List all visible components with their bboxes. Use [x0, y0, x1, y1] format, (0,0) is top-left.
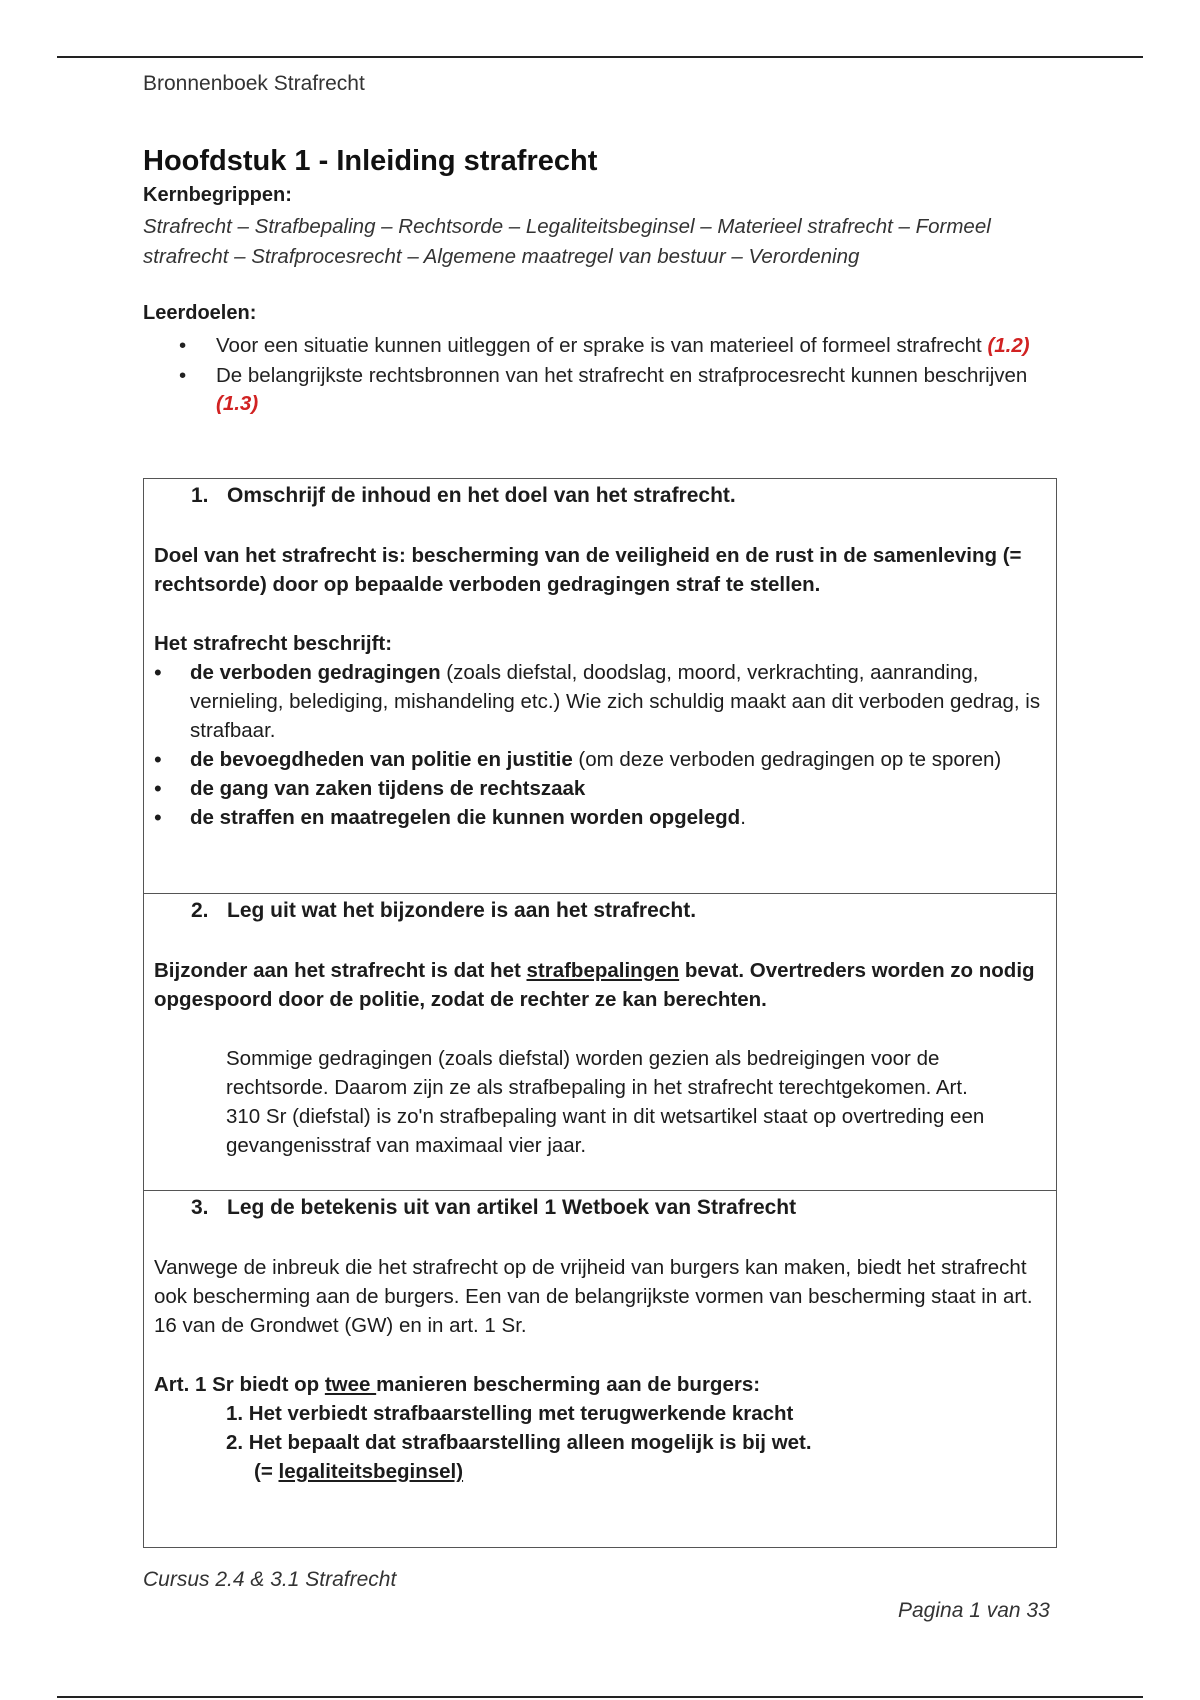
bottom-rule: [57, 1696, 1143, 1698]
bullet-icon: •: [154, 805, 162, 830]
page-number: Pagina 1 van 33: [898, 1599, 1050, 1622]
question-table: [143, 478, 1057, 1548]
question-2-answer: Bijzonder aan het strafrecht is dat het strafbepalingen bevat. Overtreders worden zo nodig opgespoord door de politie, zodat de rechter ze kan berechten.: [154, 959, 1035, 1011]
leerdoelen-label: Leerdoelen:: [143, 302, 257, 324]
question-1-lead: Het strafrecht beschrijft:: [154, 632, 393, 655]
section-ref: (1.2): [987, 334, 1030, 357]
question-1-cell: [144, 479, 1056, 894]
list-item: • de verboden gedragingen (zoals diefstal, doodslag, moord, verkrachting, aanranding, vernieling, belediging, mishandeling etc.) Wie zich schuldig maakt aan dit verboden gedrag, is strafbaar.: [154, 660, 1041, 742]
section-ref: (1.3): [216, 392, 259, 415]
legaliteitsbeginsel-note: (= legaliteitsbeginsel): [254, 1460, 464, 1483]
question-3-cell: [144, 1191, 1056, 1547]
question-3-lead: Art. 1 Sr biedt op twee manieren bescherming aan de burgers:: [154, 1373, 761, 1396]
list-item: • de bevoegdheden van politie en justitie (om deze verboden gedragingen op te sporen): [154, 747, 1002, 772]
leerdoelen-list: [143, 332, 1073, 420]
top-rule: [57, 56, 1143, 58]
bullet-icon: •: [154, 747, 162, 772]
question-2-cell: [144, 894, 1056, 1191]
leerdoel-item: • Voor een situatie kunnen uitleggen of er sprake is van materieel of formeel strafrecht (1.2): [143, 332, 1073, 360]
question-3-list: [154, 1399, 1046, 1486]
list-item: 2. Het bepaalt dat strafbaarstelling alleen mogelijk is bij wet.: [226, 1431, 812, 1454]
running-header: Bronnenboek Strafrecht: [143, 72, 365, 95]
bullet-icon: •: [179, 364, 187, 387]
bullet-icon: •: [154, 660, 162, 685]
bullet-icon: •: [179, 334, 187, 357]
question-1-heading: 1. Omschrijf de inhoud en het doel van het strafrecht.: [191, 484, 736, 507]
kernbegrippen-label: Kernbegrippen:: [143, 184, 292, 206]
question-2-heading: 2. Leg uit wat het bijzondere is aan het strafrecht.: [191, 899, 697, 922]
list-item: • de straffen en maatregelen die kunnen worden opgelegd.: [154, 805, 746, 830]
list-item: • de gang van zaken tijdens de rechtszaak: [154, 776, 586, 801]
bullet-icon: •: [154, 776, 162, 801]
question-3-intro: Vanwege de inbreuk die het strafrecht op de vrijheid van burgers kan maken, biedt het strafrecht ook bescherming aan de burgers. Een van de belangrijkste vormen van bescherming staat in art. 16 van de Grondwet (GW) en in art. 1 Sr.: [154, 1256, 1033, 1337]
leerdoel-item: • De belangrijkste rechtsbronnen van het strafrecht en strafprocesrecht kunnen beschrijven (1.3): [179, 364, 1028, 415]
kernbegrippen-text: Strafrecht – Strafbepaling – Rechtsorde – Legaliteitsbeginsel – Materieel strafrecht – Formeel strafrecht – Strafprocesrecht – Algemene maatregel van bestuur – Verordening: [143, 215, 991, 268]
chapter-title: Hoofdstuk 1 - Inleiding strafrecht: [143, 145, 598, 177]
question-1-goal: Doel van het strafrecht is: bescherming van de veiligheid en de rust in de samenleving (= rechtsorde) door op bepaalde verboden gedragingen straf te stellen.: [154, 544, 1022, 596]
footer-course: Cursus 2.4 & 3.1 Strafrecht: [143, 1568, 397, 1591]
question-1-bullets: [154, 658, 1046, 832]
list-item: 1. Het verbiedt strafbaarstelling met terugwerkende kracht: [226, 1402, 794, 1425]
question-3-heading: 3. Leg de betekenis uit van artikel 1 Wetboek van Strafrecht: [191, 1196, 797, 1219]
question-2-example: Sommige gedragingen (zoals diefstal) worden gezien als bedreigingen voor de rechtsorde. Daarom zijn ze als strafbepaling in het strafrecht terechtgekomen. Art. 310 Sr (diefstal) is zo'n strafbepaling want in dit wetsartikel staat op overtreding een gevangenisstraf van maximaal vier jaar.: [226, 1047, 985, 1157]
